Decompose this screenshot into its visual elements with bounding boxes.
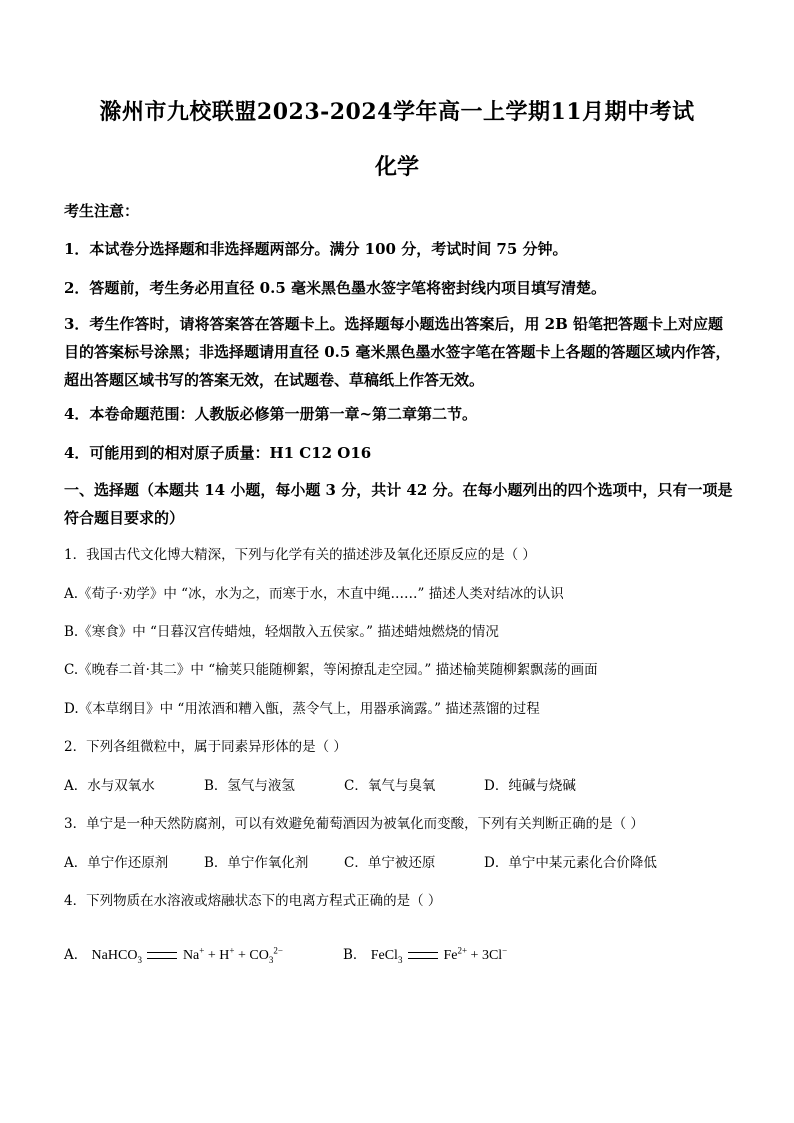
q2-option-a: A．水与双氧水: [64, 778, 155, 794]
eq-a-p3-sub: 3: [268, 954, 274, 965]
q3-option-d: D．单宁中某元素化合价降低: [484, 855, 657, 871]
q2-option-c: C．氧气与臭氧: [344, 778, 436, 794]
eq-a-p2-sup: +: [229, 945, 235, 956]
q2-option-d: D．纯碱与烧碱: [484, 778, 576, 794]
eq-b-coef: 3: [481, 948, 489, 963]
q4-option-a: [64, 943, 283, 965]
eq-b-p2-sup: −: [502, 945, 508, 956]
q3-option-b: B．单宁作氧化剂: [204, 855, 309, 871]
notice-item-2: 2．答题前，考生务必用直径 0.5 毫米黑色墨水签字笔将密封线内项目填写清楚。: [64, 279, 606, 297]
q2-stem: 2．下列各组微粒中，属于同素异形体的是（ ）: [64, 739, 347, 755]
q3-stem: 3．单宁是一种天然防腐剂，可以有效避免葡萄酒因为被氧化而变酸，下列有关判断正确的是（ ）: [64, 816, 644, 832]
equals-sign: [408, 952, 438, 959]
q1-option-b: B.《寒食》中 “日暮汉宫传蜡烛，轻烟散入五侯家。” 描述蜡烛燃烧的情况: [64, 624, 499, 640]
q4-stem: 4．下列物质在水溶液或熔融状态下的电离方程式正确的是（ ）: [64, 893, 442, 909]
equals-sign: [147, 952, 177, 959]
q4-option-b-label: B．: [343, 947, 367, 963]
eq-a-p1: Na: [182, 948, 200, 963]
q4-option-b-equation: [370, 945, 508, 965]
q4-option-a-label: A．: [64, 947, 88, 963]
eq-a-p3: CO: [249, 948, 269, 963]
eq-a-p2: H: [219, 948, 230, 963]
q3-option-a: A．单宁作还原剂: [64, 855, 169, 871]
q1-option-a: A.《荀子·劝学》中 “冰，水为之，而寒于水，木直中绳……” 描述人类对结冰的认识: [64, 586, 564, 602]
notice-item-5: 4．可能用到的相对原子质量：H1 C12 O16: [64, 444, 372, 462]
eq-b-p2: Cl: [488, 948, 503, 963]
eq-a-p1-sup: +: [199, 945, 205, 956]
q4-option-a-equation: [91, 945, 283, 965]
q3-option-c: C．单宁被还原: [344, 855, 436, 871]
notice-item-4: 4．本卷命题范围：人教版必修第一册第一章~第二章第二节。: [64, 405, 478, 423]
q4-option-b: [343, 943, 507, 965]
eq-a-plus1: +: [204, 948, 220, 963]
notice-item-1: 1．本试卷分选择题和非选择题两部分。满分 100 分，考试时间 75 分钟。: [64, 240, 568, 258]
q1-stem: 1．我国古代文化博大精深，下列与化学有关的描述涉及氧化还原反应的是（ ）: [64, 547, 536, 563]
section-heading: 一、选择题（本题共 14 小题，每小题 3 分，共计 42 分。在每小题列出的四个选项中，只有一项是符合题目要求的）: [64, 481, 733, 527]
notice-item-3: 3．考生作答时，请将答案答在答题卡上。选择题每小题选出答案后，用 2B 铅笔把答题卡上对应题目的答案标号涂黑；非选择题请用直径 0.5 毫米黑色墨水签字笔在答题卡上各题的答题区域内作答，超出答题区域书写的答案无效，在试题卷、草稿纸上作答无效。: [64, 315, 731, 389]
q1-option-c: C.《晚春二首·其二》中 “榆荚只能随柳絮，等闲撩乱走空园。” 描述榆荚随柳絮飘荡的画面: [64, 662, 598, 678]
notice-heading: 考生注意：: [64, 202, 140, 220]
subject-title: 化学: [374, 154, 419, 180]
eq-a-lhs: NaHCO: [91, 948, 138, 963]
eq-b-p1-sup: 2+: [457, 945, 468, 956]
eq-a-plus2: +: [234, 948, 250, 963]
eq-b-lhs: FeCl: [370, 948, 398, 963]
q2-option-b: B．氢气与液氢: [204, 778, 295, 794]
eq-a-lhs-sub: 3: [137, 954, 142, 965]
eq-a-p3-sup: 2−: [273, 945, 283, 956]
q1-option-d: D.《本草纲目》中 “用浓酒和糟入甑，蒸令气上，用器承滴露。” 描述蒸馏的过程: [64, 701, 540, 717]
exam-title: 滁州市九校联盟2023-2024学年高一上学期11月期中考试: [99, 99, 695, 125]
eq-b-p1: Fe: [443, 948, 458, 963]
eq-b-plus1: +: [467, 948, 482, 963]
eq-b-lhs-sub: 3: [397, 954, 403, 965]
